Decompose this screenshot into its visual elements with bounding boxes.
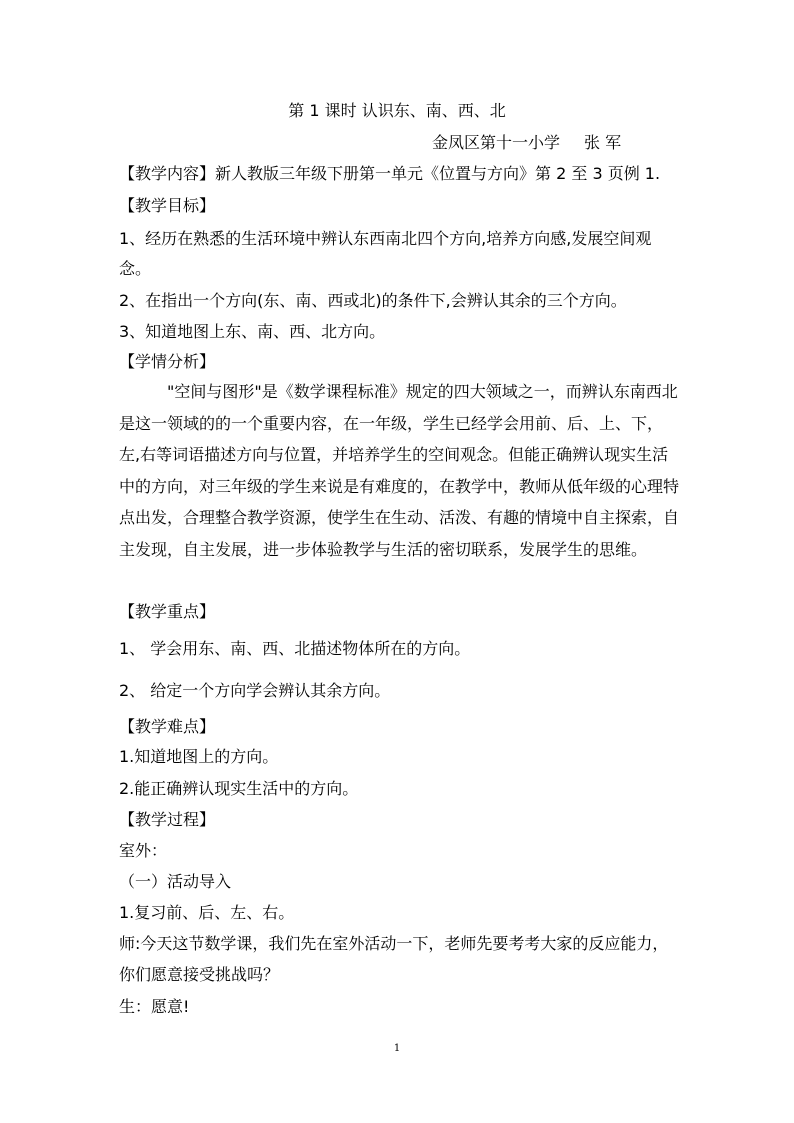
difficulty-1: 1.知道地图上的方向。	[119, 747, 279, 766]
lesson-title: 第 1 课时 认识东、南、西、北	[288, 101, 506, 120]
teaching-content: 【教学内容】新人教版三年级下册第一单元《位置与方向》第 2 至 3 页例 1.	[119, 164, 661, 183]
objective-3: 3、知道地图上东、南、西、北方向。	[119, 322, 386, 341]
difficulty-2: 2.能正确辨认现实生活中的方向。	[119, 779, 359, 798]
key-points-heading: 【教学重点】	[119, 602, 216, 621]
key-point-2: 2、 给定一个方向学会辨认其余方向。	[119, 681, 391, 700]
student-reply: 生：愿意!	[119, 997, 190, 1016]
author-line	[432, 132, 621, 154]
activity-intro: （一）活动导入	[119, 872, 232, 891]
key-point-1: 1、 学会用东、南、西、北描述物体所在的方向。	[119, 639, 471, 658]
process-heading: 【教学过程】	[119, 810, 216, 829]
objective-2: 2、在指出一个方向(东、南、西或北)的条件下,会辨认其余的三个方向。	[119, 291, 627, 310]
school-name: 金凤区第十一小学	[432, 133, 561, 152]
objective-1-line-1: 1、经历在熟悉的生活环境中辨认东西南北四个方向,培养方向感,发展空间观	[119, 229, 652, 248]
review-item: 1.复习前、后、左、右。	[119, 903, 295, 922]
analysis-heading: 【学情分析】	[119, 352, 216, 371]
difficulties-heading: 【教学难点】	[119, 717, 216, 736]
teacher-line-1: 师:今天这节数学课，我们先在室外活动一下，老师先要考考大家的反应能力，	[119, 934, 669, 953]
objective-1-line-2: 念。	[119, 259, 152, 278]
page-number: 1	[393, 1043, 401, 1054]
teacher-line-2: 你们愿意接受挑战吗？	[119, 965, 280, 984]
outdoor-label: 室外：	[119, 841, 168, 860]
teacher-name: 张 军	[584, 133, 622, 152]
analysis-paragraph: "空间与图形"是《数学课程标准》规定的四大领域之一，而辨认东南西北是这一领域的的一个重要内容，在一年级，学生已经学会用前、后、上、下，左,右等词语描述方向与位置，并培养学生的空间观念。但能正确辨认现实生活中的方向，对三年级的学生来说是有难度的，在教学中，教师从低年级的心理特点出发，合理整合教学资源，使学生在生动、活泼、有趣的情境中自主探索，自主发现，自主发展，进一步体验教学与生活的密切联系，发展学生的思维。	[119, 382, 680, 559]
objectives-heading: 【教学目标】	[119, 196, 216, 215]
